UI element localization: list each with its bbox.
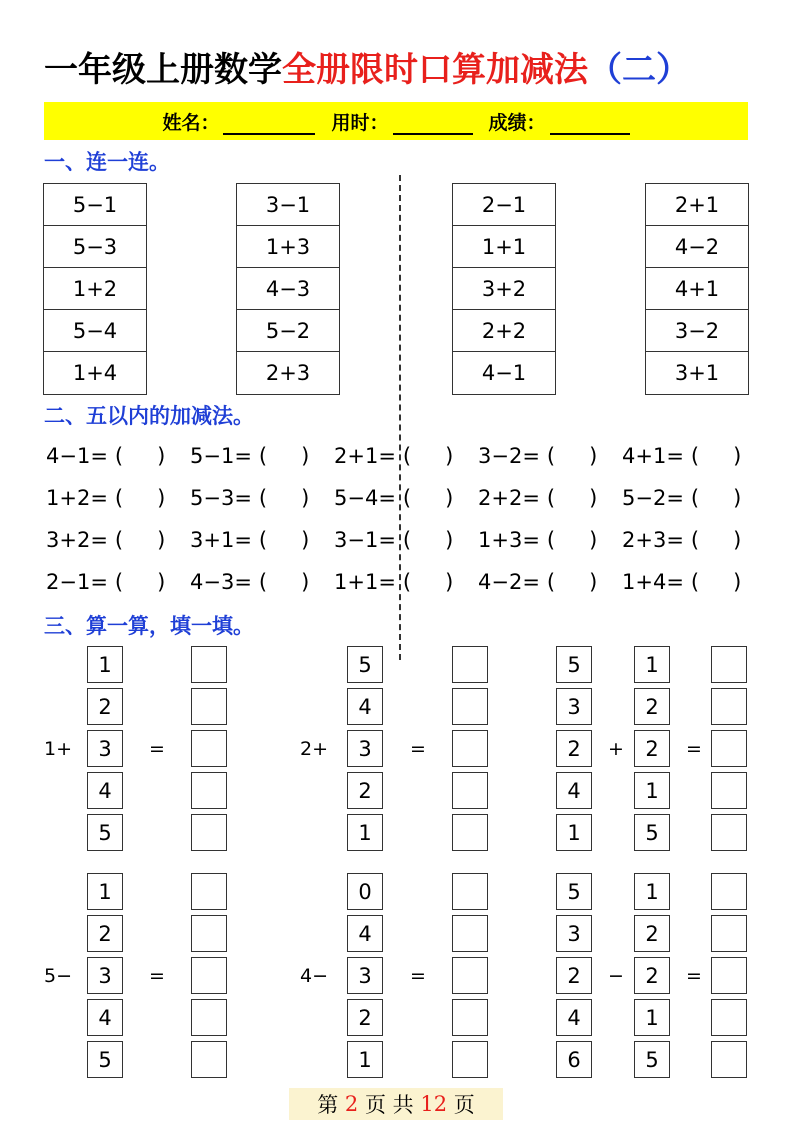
number-box: 3 xyxy=(556,915,592,952)
answer-paren-open: ( xyxy=(402,570,412,594)
equation-text: 1+3= xyxy=(478,528,540,552)
match-cell[interactable]: 1+2 xyxy=(44,268,146,310)
answer-paren-open: ( xyxy=(546,528,556,552)
operator-sign: + xyxy=(608,738,624,760)
equation[interactable] xyxy=(622,520,766,560)
number-box: 6 xyxy=(556,1041,592,1078)
answer-box[interactable] xyxy=(191,915,227,952)
number-box: 1 xyxy=(87,873,123,910)
answer-paren-close: ) xyxy=(157,570,166,594)
answer-paren-close: ) xyxy=(589,528,598,552)
match-cell[interactable]: 4+1 xyxy=(646,268,748,310)
match-cell[interactable]: 2+2 xyxy=(453,310,555,352)
number-box: 3 xyxy=(87,730,123,767)
number-box: 4 xyxy=(347,688,383,725)
equation-text: 1+4= xyxy=(622,570,684,594)
answer-box[interactable] xyxy=(452,873,488,910)
answer-paren-close: ) xyxy=(733,486,742,510)
answer-box[interactable] xyxy=(711,915,747,952)
answer-box[interactable] xyxy=(452,688,488,725)
number-box: 1 xyxy=(634,999,670,1036)
answer-paren-close: ) xyxy=(733,528,742,552)
answer-box[interactable] xyxy=(711,1041,747,1078)
footer-post: 页 xyxy=(447,1093,475,1117)
answer-paren-close: ) xyxy=(589,486,598,510)
match-column-3 xyxy=(452,183,556,395)
equation[interactable] xyxy=(190,436,334,476)
answer-box[interactable] xyxy=(452,814,488,851)
number-box: 2 xyxy=(634,688,670,725)
answer-paren-close: ) xyxy=(301,570,310,594)
number-box: 2 xyxy=(347,772,383,809)
equation-text: 4−2= xyxy=(478,570,540,594)
operand-label: 4− xyxy=(300,965,329,987)
equation[interactable] xyxy=(190,562,334,602)
answer-box[interactable] xyxy=(191,957,227,994)
number-box: 5 xyxy=(556,873,592,910)
answer-box[interactable] xyxy=(452,1041,488,1078)
operand-label: 1+ xyxy=(44,738,73,760)
equals-sign: = xyxy=(149,965,165,987)
answer-paren-open: ( xyxy=(402,486,412,510)
answer-box[interactable] xyxy=(711,814,747,851)
equation-row xyxy=(46,436,766,476)
number-box: 3 xyxy=(87,957,123,994)
number-box: 1 xyxy=(87,646,123,683)
answer-paren-open: ( xyxy=(258,444,268,468)
match-cell[interactable]: 1+1 xyxy=(453,226,555,268)
total-page-count: 12 xyxy=(420,1092,448,1116)
answer-paren-open: ( xyxy=(402,528,412,552)
number-box: 4 xyxy=(87,999,123,1036)
score-label: 成绩： xyxy=(488,111,546,134)
number-box: 3 xyxy=(347,957,383,994)
number-box: 4 xyxy=(347,915,383,952)
answer-box[interactable] xyxy=(191,814,227,851)
number-box: 1 xyxy=(347,1041,383,1078)
answer-box[interactable] xyxy=(191,873,227,910)
answer-paren-close: ) xyxy=(445,486,454,510)
equals-sign: = xyxy=(686,738,702,760)
number-box: 1 xyxy=(634,646,670,683)
answer-paren-close: ) xyxy=(157,528,166,552)
name-label: 姓名： xyxy=(162,111,220,134)
number-box: 3 xyxy=(556,688,592,725)
answer-box[interactable] xyxy=(452,772,488,809)
equation-text: 5−2= xyxy=(622,486,684,510)
match-cell[interactable]: 4−3 xyxy=(237,268,339,310)
match-cell[interactable]: 4−2 xyxy=(646,226,748,268)
equation-row xyxy=(46,478,766,518)
equation[interactable] xyxy=(46,478,190,518)
number-box: 2 xyxy=(634,957,670,994)
equation[interactable] xyxy=(190,478,334,518)
number-box: 2 xyxy=(556,957,592,994)
answer-paren-close: ) xyxy=(445,570,454,594)
answer-paren-close: ) xyxy=(301,486,310,510)
answer-paren-close: ) xyxy=(589,570,598,594)
number-box: 0 xyxy=(347,873,383,910)
number-box: 1 xyxy=(634,772,670,809)
number-box: 1 xyxy=(634,873,670,910)
match-cell[interactable]: 5−4 xyxy=(44,310,146,352)
answer-paren-open: ( xyxy=(690,444,700,468)
answer-paren-open: ( xyxy=(114,570,124,594)
title-topic: 全册限时口算加减法 xyxy=(282,50,588,90)
answer-paren-open: ( xyxy=(258,528,268,552)
answer-box[interactable] xyxy=(191,646,227,683)
number-box: 5 xyxy=(87,1041,123,1078)
equation-row xyxy=(46,562,766,602)
section-heading-matching: 一、连一连。 xyxy=(44,149,170,174)
answer-paren-close: ) xyxy=(733,444,742,468)
answer-paren-close: ) xyxy=(157,444,166,468)
answer-paren-open: ( xyxy=(546,570,556,594)
equation[interactable] xyxy=(622,436,766,476)
number-box: 4 xyxy=(556,772,592,809)
match-cell[interactable]: 5−3 xyxy=(44,226,146,268)
answer-box[interactable] xyxy=(191,772,227,809)
match-cell[interactable]: 2+1 xyxy=(646,184,748,226)
name-blank[interactable] xyxy=(223,115,315,135)
operator-sign: − xyxy=(608,965,624,987)
answer-paren-close: ) xyxy=(157,486,166,510)
answer-box[interactable] xyxy=(711,999,747,1036)
answer-paren-close: ) xyxy=(733,570,742,594)
answer-paren-open: ( xyxy=(114,486,124,510)
equation-text: 2−1= xyxy=(46,570,108,594)
answer-box[interactable] xyxy=(711,730,747,767)
equation[interactable] xyxy=(46,520,190,560)
match-column-2 xyxy=(236,183,340,395)
operand-label: 2+ xyxy=(300,738,329,760)
match-column-4 xyxy=(645,183,749,395)
match-cell[interactable]: 3−1 xyxy=(237,184,339,226)
equation-text: 5−1= xyxy=(190,444,252,468)
answer-paren-open: ( xyxy=(690,528,700,552)
answer-box[interactable] xyxy=(452,730,488,767)
number-box: 5 xyxy=(634,1041,670,1078)
score-blank[interactable] xyxy=(550,115,630,135)
number-box: 5 xyxy=(87,814,123,851)
answer-box[interactable] xyxy=(711,873,747,910)
equation-text: 1+2= xyxy=(46,486,108,510)
match-cell[interactable]: 1+3 xyxy=(237,226,339,268)
match-cell[interactable]: 5−2 xyxy=(237,310,339,352)
answer-box[interactable] xyxy=(711,688,747,725)
title-number: （二） xyxy=(588,50,690,90)
section-heading-fill: 三、算一算，填一填。 xyxy=(44,613,254,638)
answer-paren-open: ( xyxy=(258,486,268,510)
equation-text: 3−2= xyxy=(478,444,540,468)
number-box: 2 xyxy=(87,915,123,952)
equation-text: 2+1= xyxy=(334,444,396,468)
answer-paren-open: ( xyxy=(546,444,556,468)
time-label: 用时： xyxy=(331,111,389,134)
number-box: 5 xyxy=(634,814,670,851)
equation[interactable] xyxy=(334,436,478,476)
answer-box[interactable] xyxy=(711,646,747,683)
equation[interactable] xyxy=(478,478,622,518)
match-cell[interactable]: 5−1 xyxy=(44,184,146,226)
answer-box[interactable] xyxy=(452,646,488,683)
time-blank[interactable] xyxy=(393,115,473,135)
number-box: 2 xyxy=(347,999,383,1036)
equals-sign: = xyxy=(149,738,165,760)
equation-text: 5−4= xyxy=(334,486,396,510)
answer-paren-close: ) xyxy=(445,528,454,552)
equation-text: 2+3= xyxy=(622,528,684,552)
answer-paren-open: ( xyxy=(258,570,268,594)
equation-text: 4−3= xyxy=(190,570,252,594)
equation-text: 4−1= xyxy=(46,444,108,468)
number-box: 3 xyxy=(347,730,383,767)
equation[interactable] xyxy=(478,562,622,602)
answer-box[interactable] xyxy=(191,1041,227,1078)
equals-sign: = xyxy=(686,965,702,987)
equation[interactable] xyxy=(46,562,190,602)
equation-text: 3−1= xyxy=(334,528,396,552)
equation[interactable] xyxy=(478,520,622,560)
number-box: 5 xyxy=(347,646,383,683)
equation-text: 5−3= xyxy=(190,486,252,510)
number-box: 5 xyxy=(556,646,592,683)
answer-box[interactable] xyxy=(452,915,488,952)
score-field[interactable] xyxy=(489,108,630,135)
student-info-bar xyxy=(44,102,748,140)
number-box: 4 xyxy=(556,999,592,1036)
answer-paren-close: ) xyxy=(445,444,454,468)
equation-row xyxy=(46,520,766,560)
equation[interactable] xyxy=(334,478,478,518)
equation[interactable] xyxy=(478,436,622,476)
match-cell[interactable]: 3−2 xyxy=(646,310,748,352)
equation[interactable] xyxy=(334,520,478,560)
answer-paren-open: ( xyxy=(114,444,124,468)
number-box: 4 xyxy=(87,772,123,809)
number-box: 2 xyxy=(634,915,670,952)
answer-box[interactable] xyxy=(191,730,227,767)
equation-text: 3+2= xyxy=(46,528,108,552)
match-cell[interactable]: 4−1 xyxy=(481,361,527,385)
equation-text: 2+2= xyxy=(478,486,540,510)
answer-paren-open: ( xyxy=(690,570,700,594)
equation-text: 1+1= xyxy=(334,570,396,594)
section-heading-arithmetic: 二、五以内的加减法。 xyxy=(44,403,254,428)
answer-box[interactable] xyxy=(191,999,227,1036)
equation[interactable] xyxy=(334,562,478,602)
number-box: 2 xyxy=(634,730,670,767)
answer-paren-close: ) xyxy=(301,528,310,552)
answer-paren-open: ( xyxy=(402,444,412,468)
number-box: 2 xyxy=(87,688,123,725)
match-cell[interactable]: 2+3 xyxy=(265,361,311,385)
match-cell[interactable]: 3+2 xyxy=(453,268,555,310)
name-field[interactable] xyxy=(162,108,315,135)
equation[interactable] xyxy=(46,436,190,476)
answer-paren-open: ( xyxy=(546,486,556,510)
page-title xyxy=(44,42,690,98)
answer-paren-close: ) xyxy=(301,444,310,468)
match-column-1 xyxy=(43,183,147,395)
equation[interactable] xyxy=(622,562,766,602)
answer-paren-close: ) xyxy=(589,444,598,468)
title-grade: 一年级上册数学 xyxy=(44,50,282,90)
current-page-number: 2 xyxy=(344,1092,359,1116)
page-footer xyxy=(289,1088,503,1120)
answer-box[interactable] xyxy=(452,999,488,1036)
answer-box[interactable] xyxy=(711,957,747,994)
match-cell[interactable]: 3+1 xyxy=(674,361,720,385)
equals-sign: = xyxy=(410,965,426,987)
number-box: 1 xyxy=(556,814,592,851)
equation[interactable] xyxy=(622,478,766,518)
footer-pre: 第 xyxy=(317,1093,345,1117)
answer-paren-open: ( xyxy=(690,486,700,510)
answer-box[interactable] xyxy=(191,688,227,725)
equals-sign: = xyxy=(410,738,426,760)
time-field[interactable] xyxy=(331,108,472,135)
number-box: 2 xyxy=(556,730,592,767)
equation[interactable] xyxy=(190,520,334,560)
footer-mid: 页 共 xyxy=(358,1093,421,1117)
answer-box[interactable] xyxy=(711,772,747,809)
match-cell[interactable]: 2−1 xyxy=(453,184,555,226)
answer-box[interactable] xyxy=(452,957,488,994)
answer-paren-open: ( xyxy=(114,528,124,552)
equation-text: 3+1= xyxy=(190,528,252,552)
match-cell[interactable]: 1+4 xyxy=(72,361,118,385)
operand-label: 5− xyxy=(44,965,73,987)
equation-text: 4+1= xyxy=(622,444,684,468)
number-box: 1 xyxy=(347,814,383,851)
